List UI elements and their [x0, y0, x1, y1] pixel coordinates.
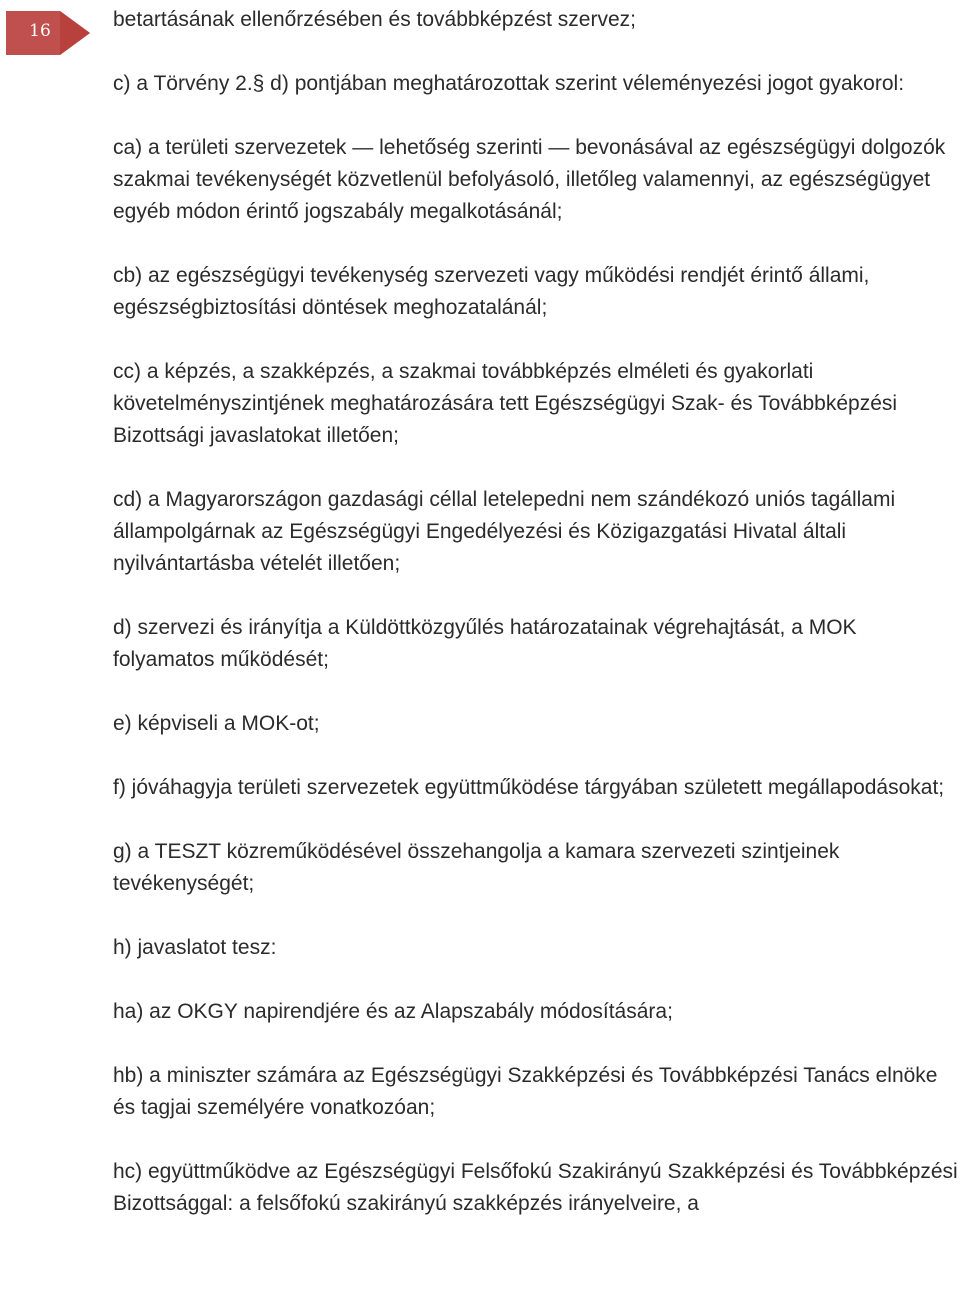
paragraph: g) a TESZT közreműködésével összehangolja a kamara szervezeti szintjeinek tevékenységét; — [113, 840, 840, 895]
paragraph: c) a Törvény 2.§ d) pontjában meghatározottak szerint véleményezési jogot gyakorol: — [113, 72, 905, 95]
page-number-badge — [6, 6, 90, 60]
paragraph: e) képviseli a MOK-ot; — [113, 712, 320, 735]
paragraph: hc) együttműködve az Egészségügyi Felsőfokú Szakirányú Szakképzési és Továbbképzési Bizottsággal: a felsőfokú szakirányú szakképzés irányelveire, a — [113, 1160, 958, 1215]
paragraph: hb) a miniszter számára az Egészségügyi Szakképzési és Továbbképzési Tanács elnöke és tagjai személyére vonatkozóan; — [113, 1064, 938, 1119]
paragraph: betartásának ellenőrzésében és továbbképzést szervez; — [113, 8, 636, 31]
paragraph: cc) a képzés, a szakképzés, a szakmai továbbképzés elméleti és gyakorlati követelményszintjének meghatározására tett Egészségügyi Szak- és Továbbképzési Bizottsági javaslatokat illetően; — [113, 360, 898, 447]
page-number: 16 — [29, 21, 51, 41]
paragraph: ha) az OKGY napirendjére és az Alapszabály módosítására; — [113, 1000, 673, 1023]
paragraph: cd) a Magyarországon gazdasági céllal letelepedni nem szándékozó uniós tagállami állampolgárnak az Egészségügyi Engedélyezési és Közigazgatási Hivatal általi nyilvántartásba vételét illetően; — [113, 488, 896, 575]
paragraph: h) javaslatot tesz: — [113, 936, 277, 959]
paragraph: cb) az egészségügyi tevékenység szervezeti vagy működési rendjét érintő állami, egészségbiztosítási döntések meghozatalánál; — [113, 264, 870, 319]
paragraph: ca) a területi szervezetek — lehetőség szerinti — bevonásával az egészségügyi dolgozók szakmai tevékenységét közvetlenül befolyásoló, illetőleg valamennyi, az egészségügyet egyéb módon érintő jogszabály megalkotásánál; — [113, 136, 946, 223]
document-body — [113, 4, 958, 1220]
paragraph: f) jóváhagyja területi szervezetek együttműködése tárgyában született megállapodásokat; — [113, 776, 945, 799]
paragraph: d) szervezi és irányítja a Küldöttközgyűlés határozatainak végrehajtását, a MOK folyamatos működését; — [113, 616, 857, 671]
